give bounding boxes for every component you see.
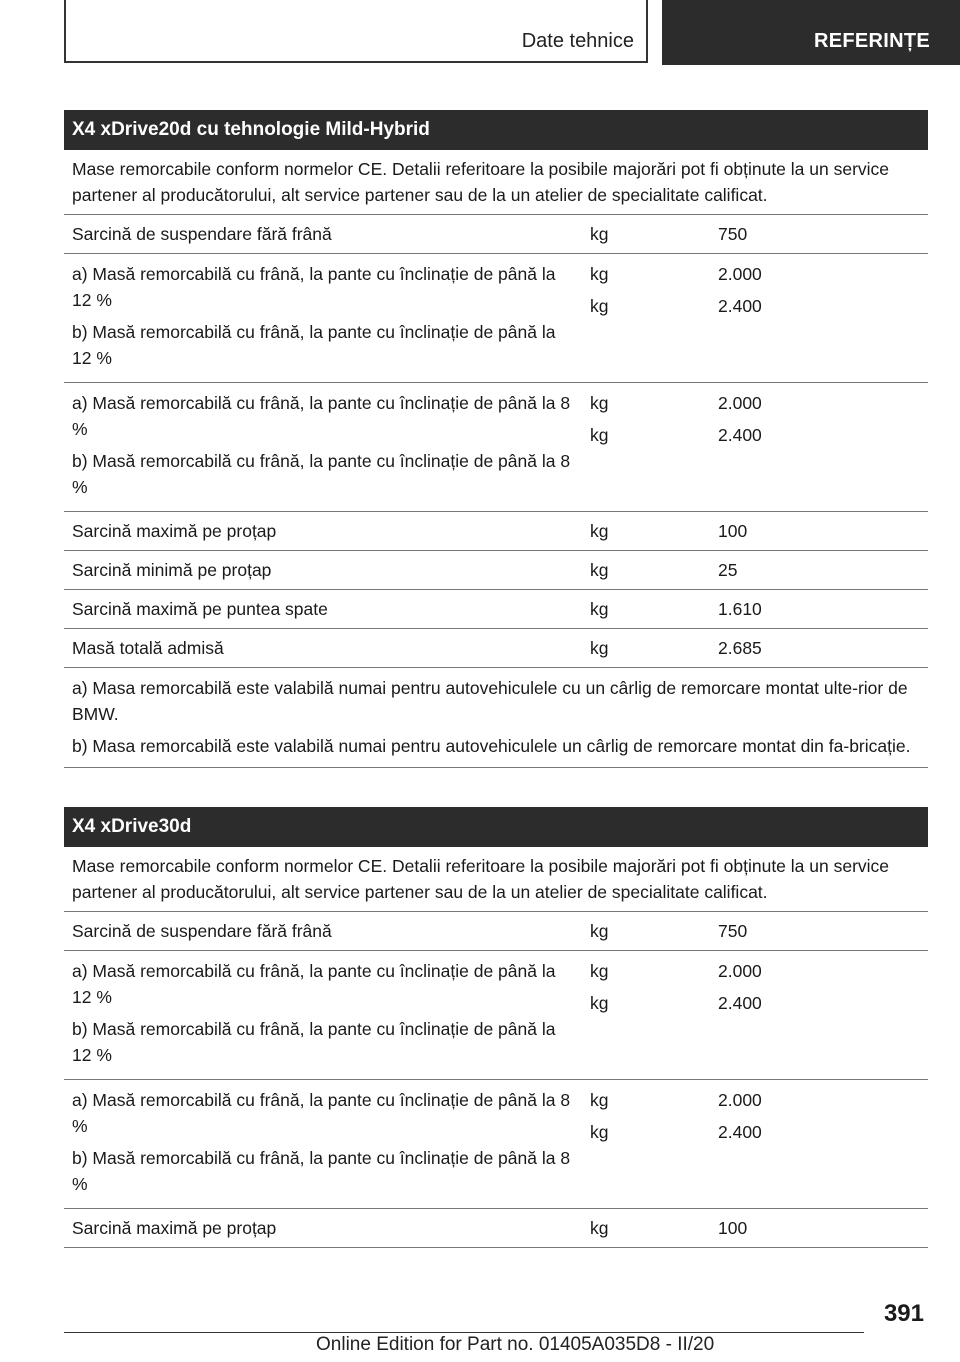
header-section-tab <box>64 0 648 63</box>
header-chapter-label: REFERINȚE <box>814 30 931 52</box>
note-a: a) Masa remorcabilă este valabilă numai pentru autovehiculele cu un cârlig de remorcare montat ulte-rior de BMW. <box>72 678 908 724</box>
row-label-a: a) Masă remorcabilă cu frână, la pante cu înclinație de până la 12 % <box>72 264 556 310</box>
table-row <box>64 215 928 254</box>
row-unit-b: kg <box>590 296 609 316</box>
row-value: 1.610 <box>718 599 762 619</box>
row-value-a: 2.000 <box>718 961 762 981</box>
row-label: Sarcină de suspendare fără frână <box>72 921 332 941</box>
row-unit: kg <box>590 521 609 541</box>
row-value: 25 <box>718 560 738 580</box>
row-unit-a: kg <box>590 264 609 284</box>
spec-table-xdrive20d <box>64 110 928 768</box>
note-b: b) Masa remorcabilă este valabilă numai pentru autovehiculele un cârlig de remorcare montat din fa-bricație. <box>72 736 911 756</box>
row-label-a: a) Masă remorcabilă cu frână, la pante cu înclinație de până la 8 % <box>72 393 571 439</box>
footer-divider <box>64 1332 864 1333</box>
row-label-b: b) Masă remorcabilă cu frână, la pante cu înclinație de până la 8 % <box>72 451 571 497</box>
row-value: 750 <box>718 921 748 941</box>
row-unit-b: kg <box>590 993 609 1013</box>
row-value-b: 2.400 <box>718 296 762 316</box>
row-label-b: b) Masă remorcabilă cu frână, la pante cu înclinație de până la 12 % <box>72 1019 556 1065</box>
row-unit-a: kg <box>590 1090 609 1110</box>
table-intro: Mase remorcabile conform normelor CE. Detalii referitoare la posibile majorări pot fi obținute la un service partener al producătorului, alt service partener sau de la un atelier de specialitate calificat. <box>64 847 928 912</box>
row-unit-a: kg <box>590 393 609 413</box>
header-section-label: Date tehnice <box>521 30 634 52</box>
row-label: Sarcină minimă pe proțap <box>72 560 272 580</box>
spec-table-xdrive30d <box>64 807 928 1248</box>
row-label: Sarcină maximă pe proțap <box>72 1218 277 1238</box>
row-label: Sarcină maximă pe proțap <box>72 521 277 541</box>
row-value-b: 2.400 <box>718 993 762 1013</box>
row-unit: kg <box>590 560 609 580</box>
row-unit-b: kg <box>590 425 609 445</box>
page-number: 391 <box>883 1300 924 1327</box>
row-unit: kg <box>590 638 609 658</box>
row-value: 100 <box>718 1218 748 1238</box>
table-row <box>64 254 928 383</box>
table-row <box>64 629 928 668</box>
row-value: 100 <box>718 521 748 541</box>
row-label-b: b) Masă remorcabilă cu frână, la pante cu înclinație de până la 8 % <box>72 1148 571 1194</box>
row-value-a: 2.000 <box>718 264 762 284</box>
table-row <box>64 383 928 512</box>
table-intro: Mase remorcabile conform normelor CE. Detalii referitoare la posibile majorări pot fi obținute la un service partener al producătorului, alt service partener sau de la un atelier de specialitate calificat. <box>64 150 928 215</box>
row-value-b: 2.400 <box>718 425 762 445</box>
row-value: 2.685 <box>718 638 762 658</box>
table-title: X4 xDrive30d <box>64 807 928 847</box>
row-value-b: 2.400 <box>718 1122 762 1142</box>
row-value-a: 2.000 <box>718 393 762 413</box>
row-unit: kg <box>590 1218 609 1238</box>
footer-edition: Online Edition for Part no. 01405A035D8 - II/20 <box>316 1334 715 1355</box>
table-row <box>64 590 928 629</box>
row-value-a: 2.000 <box>718 1090 762 1110</box>
table-row <box>64 512 928 551</box>
table-row <box>64 951 928 1080</box>
table-row <box>64 912 928 951</box>
row-unit: kg <box>590 921 609 941</box>
row-label: Masă totală admisă <box>72 638 224 658</box>
row-unit-a: kg <box>590 961 609 981</box>
table-row <box>64 1080 928 1209</box>
table-notes <box>64 668 928 768</box>
row-label-b: b) Masă remorcabilă cu frână, la pante cu înclinație de până la 12 % <box>72 322 556 368</box>
row-unit: kg <box>590 599 609 619</box>
row-unit: kg <box>590 224 609 244</box>
table-row <box>64 551 928 590</box>
row-label-a: a) Masă remorcabilă cu frână, la pante cu înclinație de până la 12 % <box>72 961 556 1007</box>
table-title: X4 xDrive20d cu tehnologie Mild-Hybrid <box>64 110 928 150</box>
row-value: 750 <box>718 224 748 244</box>
row-label: Sarcină de suspendare fără frână <box>72 224 332 244</box>
table-row <box>64 1209 928 1248</box>
row-label: Sarcină maximă pe puntea spate <box>72 599 328 619</box>
row-label-a: a) Masă remorcabilă cu frână, la pante cu înclinație de până la 8 % <box>72 1090 571 1136</box>
header-chapter-tab <box>662 0 960 65</box>
row-unit-b: kg <box>590 1122 609 1142</box>
